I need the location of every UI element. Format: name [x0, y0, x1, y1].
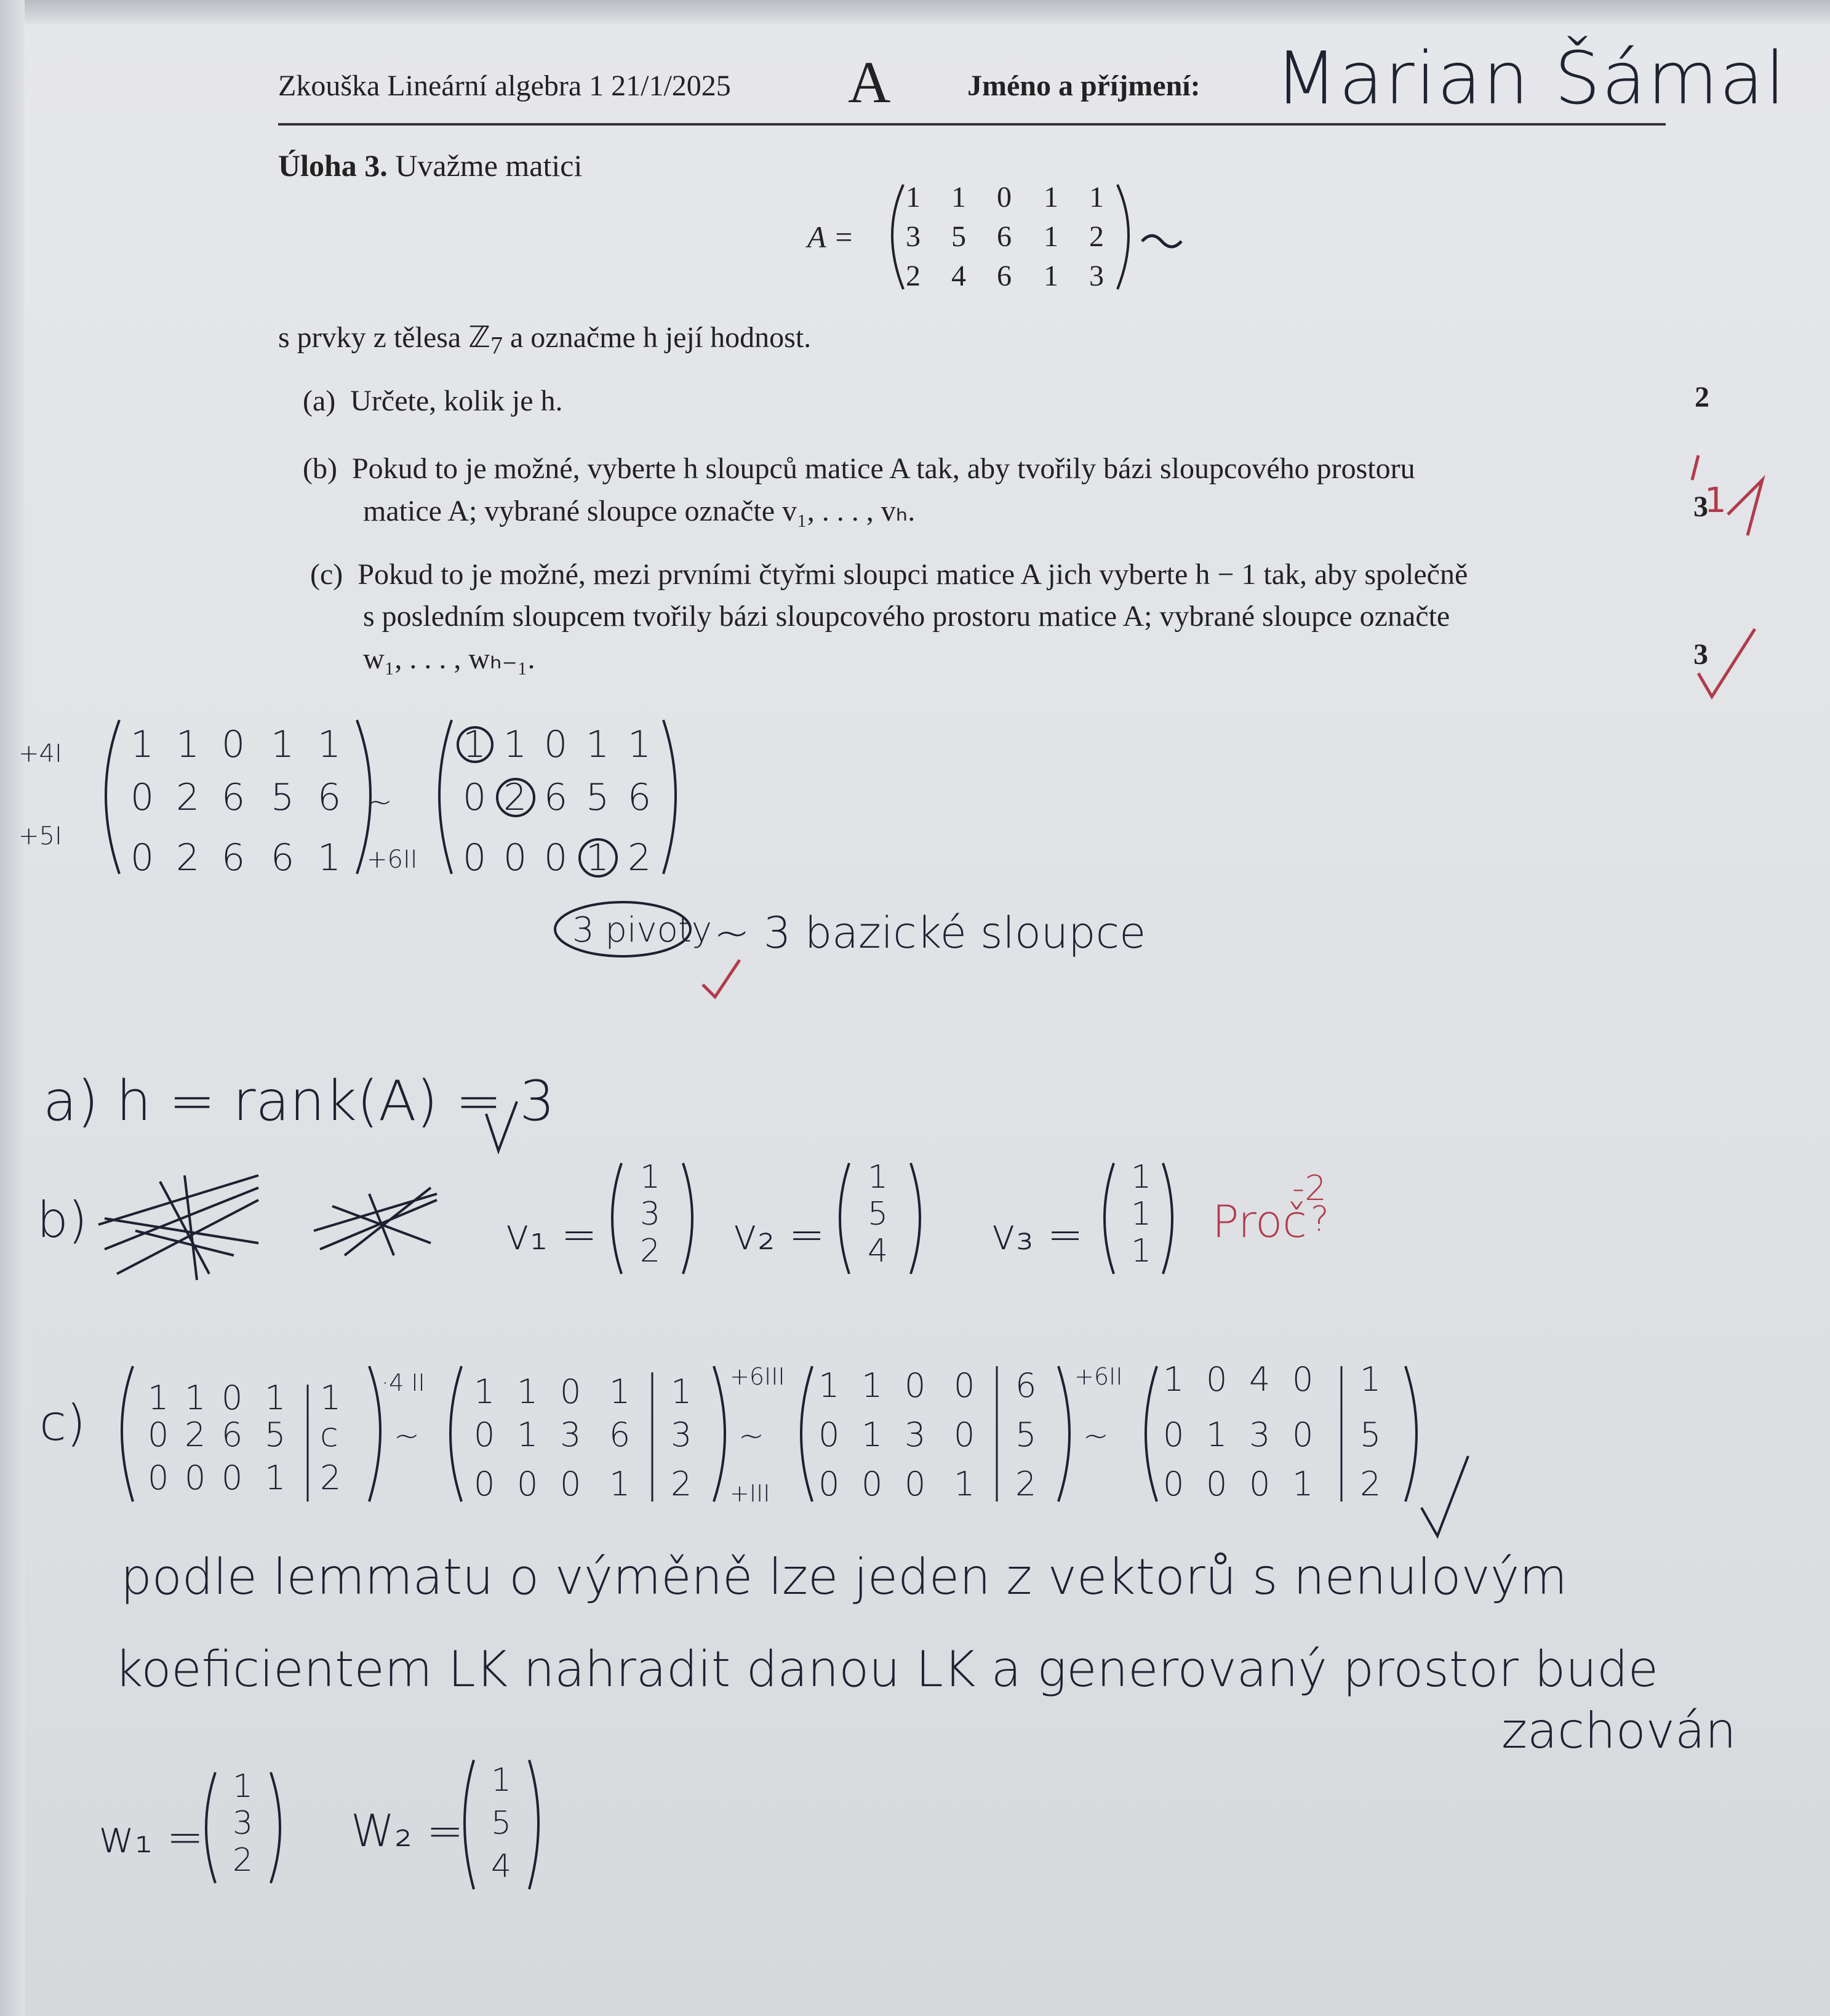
- matrix-cell: 1: [1089, 181, 1104, 214]
- handwritten-text: +4I: [18, 740, 62, 768]
- awarded-points-b: 1: [1704, 481, 1727, 521]
- handwritten-text: 1: [233, 1768, 254, 1805]
- handwritten-text: 1: [671, 1372, 692, 1411]
- points-a: 2: [1695, 381, 1709, 414]
- name-label: Jméno a příjmení:: [967, 70, 1201, 102]
- tilde-icon: [1142, 236, 1181, 247]
- handwritten-text: 1: [176, 723, 200, 766]
- handwritten-text: 2: [185, 1415, 206, 1454]
- handwritten-text: 1: [517, 1415, 538, 1454]
- handwritten-text: 1: [320, 1378, 342, 1417]
- handwritten-text: 0: [130, 776, 154, 819]
- handwritten-text: 1: [868, 1159, 889, 1196]
- handwritten-text: 0: [463, 776, 487, 819]
- exam-form-letter: A: [848, 49, 891, 115]
- matrix-cell: 1: [906, 181, 921, 214]
- handwritten-text: 4: [1249, 1360, 1271, 1399]
- handwritten-text: 5: [586, 776, 610, 819]
- handwritten-text: 1: [1131, 1196, 1152, 1233]
- handwritten-text: 0: [560, 1372, 581, 1411]
- handwritten-text: 1: [271, 723, 295, 766]
- handwritten-text: 0: [1163, 1465, 1185, 1503]
- handwritten-text: 0: [463, 836, 487, 879]
- handwritten-text: 3 pivoty: [572, 910, 713, 950]
- handwritten-text: c): [39, 1394, 86, 1452]
- answer-c: [39, 1360, 1416, 1507]
- handwritten-text: 1: [954, 1465, 975, 1503]
- matrix-cell: 1: [1044, 181, 1058, 214]
- handwritten-text: +6II: [367, 846, 418, 874]
- matrix-cell: 3: [906, 220, 921, 253]
- handwritten-text: 5: [1015, 1415, 1037, 1454]
- handwritten-text: 0: [1292, 1415, 1314, 1454]
- handwritten-text: 0: [222, 1378, 243, 1417]
- checkmark-icon: [1692, 455, 1698, 480]
- handwritten-text: Určete, kolik je h.: [350, 385, 563, 417]
- handwritten-text: 1: [1292, 1465, 1314, 1503]
- svg-text:~: ~: [738, 1418, 764, 1454]
- checkmark-icon: [1728, 480, 1762, 535]
- handwritten-text: 2: [640, 1233, 661, 1270]
- handwritten-text: 1: [265, 1458, 286, 1497]
- handwritten-text: 6: [271, 836, 295, 879]
- handwritten-text: 0: [1249, 1465, 1271, 1503]
- svg-text:~: ~: [394, 1418, 420, 1454]
- handwritten-text: 1: [586, 723, 610, 766]
- handwritten-text: 1: [474, 1372, 495, 1411]
- matrix-cell: 1: [951, 181, 966, 214]
- handwritten-text: 6: [318, 776, 342, 819]
- handwritten-text: 0: [517, 1465, 538, 1503]
- handwritten-text: 0: [148, 1415, 169, 1454]
- handwritten-text: 0: [544, 723, 568, 766]
- handwritten-text: 1: [586, 836, 610, 879]
- matrix-cell: 6: [997, 220, 1012, 253]
- handwritten-text: b): [37, 1191, 87, 1249]
- checkmark-icon: [1421, 1456, 1468, 1536]
- handwritten-text: 1: [517, 1372, 538, 1411]
- matrix-label: A =: [807, 220, 854, 254]
- points-b: 3: [1693, 490, 1708, 523]
- matrix-cell: 4: [951, 260, 966, 292]
- handwritten-text: 3: [671, 1415, 692, 1454]
- svg-text:~: ~: [367, 784, 393, 820]
- matrix-cell: 6: [997, 260, 1012, 292]
- handwritten-text: 2: [1360, 1465, 1381, 1503]
- handwritten-text: 3: [905, 1415, 926, 1454]
- handwritten-text: 0: [1163, 1415, 1185, 1454]
- checkmark-icon: [1698, 629, 1755, 697]
- answer-a: a) h = rank(A) = 3: [43, 1069, 555, 1134]
- handwritten-text: 0: [905, 1366, 926, 1405]
- handwritten-text: 0: [130, 836, 154, 879]
- handwritten-text: +6III: [730, 1363, 785, 1390]
- handwritten-text: 0: [954, 1366, 975, 1405]
- printed-matrix: [892, 181, 1129, 292]
- handwritten-text: 6: [609, 1415, 631, 1454]
- handwritten-text: 2: [176, 836, 200, 879]
- handwritten-text: 0: [222, 723, 246, 766]
- matrix-cell: 2: [906, 260, 921, 292]
- handwritten-text: 6: [222, 776, 246, 819]
- answer-w: [98, 1760, 538, 1889]
- handwritten-text: 1: [491, 1762, 512, 1799]
- handwritten-text: (a): [303, 385, 336, 417]
- task-intro: Uvažme matici: [395, 148, 583, 183]
- handwritten-text: W₂ =: [351, 1805, 464, 1857]
- handwritten-text: 3: [233, 1805, 254, 1842]
- handwritten-text: 2: [1015, 1465, 1037, 1503]
- points-c: 3: [1693, 638, 1708, 671]
- handwritten-text: 2: [176, 776, 200, 819]
- handwritten-text: 0: [148, 1458, 169, 1497]
- handwritten-text: 1: [463, 723, 487, 766]
- handwritten-text: 1: [1360, 1360, 1381, 1399]
- matrix-cell: 1: [1044, 220, 1058, 253]
- handwritten-text: w₁ =: [98, 1811, 204, 1863]
- handwritten-text: 6: [222, 836, 246, 879]
- exam-title: Zkouška Lineární algebra 1 21/1/2025: [278, 70, 731, 102]
- matrix-cell: 2: [1089, 220, 1104, 253]
- handwritten-text: 2: [671, 1465, 692, 1503]
- handwritten-text: 1: [1131, 1159, 1152, 1196]
- handwritten-text: 1: [861, 1366, 883, 1405]
- matrix-cell: 5: [951, 220, 966, 253]
- handwritten-text: +III: [730, 1480, 770, 1507]
- handwritten-text: 0: [861, 1465, 883, 1503]
- handwritten-text: 5: [265, 1415, 286, 1454]
- matrix-cell: 3: [1089, 260, 1104, 292]
- handwritten-text: 2: [320, 1458, 342, 1497]
- handwritten-text: (b): [303, 452, 337, 485]
- handwritten-text: v₂ =: [732, 1209, 825, 1260]
- handwritten-text: 1: [130, 723, 154, 766]
- handwritten-text: Pokud to je možné, mezi prvními čtyřmi sloupci matice A jich vyberte h − 1 tak, aby společně: [358, 558, 1468, 591]
- part-c-line2: s posledním sloupcem tvořily bázi sloupcového prostoru matice A; vybrané sloupce označte: [363, 600, 1450, 633]
- matrix-cell: 1: [1044, 260, 1058, 292]
- question-mark-icon: ?: [1311, 1199, 1329, 1239]
- handwritten-text: koeficientem LK nahradit danou LK a generovaný prostor bude: [114, 1641, 1658, 1698]
- handwritten-text: 0: [544, 836, 568, 879]
- explanation: [114, 1548, 1736, 1759]
- handwritten-text: 1: [818, 1366, 840, 1405]
- field-symbol: ℤ: [468, 321, 490, 354]
- handwritten-text: ~ 3 bazické sloupce: [714, 908, 1146, 958]
- handwritten-text: c: [320, 1415, 338, 1454]
- handwritten-text: 1: [503, 723, 527, 766]
- handwritten-text: 3: [560, 1415, 581, 1454]
- handwritten-text: s prvky z tělesa: [278, 321, 469, 354]
- handwritten-text: 3: [1249, 1415, 1271, 1454]
- grader-comment: Proč: [1212, 1196, 1307, 1247]
- handwritten-text: 1: [185, 1378, 206, 1417]
- handwritten-text: 1: [628, 723, 652, 766]
- handwritten-reduction-1: [18, 720, 1146, 958]
- handwritten-text: 0: [474, 1465, 495, 1503]
- handwritten-text: 0: [1206, 1360, 1228, 1399]
- handwritten-text: 1: [609, 1372, 631, 1411]
- handwritten-text: (c): [310, 558, 343, 591]
- handwritten-text: +5I: [18, 822, 62, 850]
- matrix-cell: 0: [997, 181, 1012, 214]
- answer-b: [37, 1159, 1172, 1280]
- handwritten-text: 1: [861, 1415, 883, 1454]
- handwritten-text: 0: [560, 1465, 581, 1503]
- handwritten-text: 0: [818, 1465, 840, 1503]
- handwritten-text: 1: [265, 1378, 286, 1417]
- checkmark-icon: [703, 960, 740, 997]
- handwritten-text: Pokud to je možné, vyberte h sloupců matice A tak, aby tvořily bázi sloupcového prostoru: [351, 452, 1415, 485]
- part-c-line3: w₁, . . . , wₕ₋₁.: [363, 642, 535, 675]
- handwritten-text: 4: [868, 1233, 889, 1270]
- handwritten-text: a označme h její hodnost.: [502, 321, 812, 354]
- handwritten-text: 0: [185, 1458, 206, 1497]
- handwritten-text: 2: [628, 836, 652, 879]
- handwritten-text: 4: [491, 1848, 512, 1885]
- part-b-line2: matice A; vybrané sloupce označte v₁, . . . , vₕ.: [363, 495, 916, 527]
- handwritten-text: 0: [954, 1415, 975, 1454]
- handwritten-text: 6: [222, 1415, 243, 1454]
- handwritten-text: 6: [1015, 1366, 1037, 1405]
- handwritten-text: 0: [1206, 1465, 1228, 1503]
- handwritten-text: +6II: [1074, 1363, 1123, 1390]
- handwritten-text: 0: [222, 1458, 243, 1497]
- handwritten-text: 1: [148, 1378, 169, 1417]
- handwritten-text: 1: [1163, 1360, 1185, 1399]
- handwritten-text: 1: [318, 836, 342, 879]
- handwritten-text: 0: [905, 1465, 926, 1503]
- svg-text:~: ~: [1083, 1418, 1109, 1454]
- handwritten-name: Marian Šámal: [1275, 36, 1787, 121]
- handwritten-text: 1: [609, 1465, 631, 1503]
- handwritten-text: 0: [1292, 1360, 1314, 1399]
- handwritten-text: 0: [818, 1415, 840, 1454]
- handwritten-text: 6: [628, 776, 652, 819]
- handwritten-text: 0: [474, 1415, 495, 1454]
- handwritten-text: 5: [491, 1805, 512, 1842]
- task-number: Úloha 3.: [278, 148, 388, 183]
- handwritten-text: 5: [1360, 1415, 1381, 1454]
- field-subscript: 7: [490, 331, 503, 359]
- handwritten-text: 6: [544, 776, 568, 819]
- handwritten-text: 5: [271, 776, 295, 819]
- handwritten-text: v₁ =: [505, 1209, 597, 1260]
- handwritten-text: 1: [640, 1159, 661, 1196]
- handwritten-text: 2: [503, 776, 527, 819]
- handwritten-text: 0: [503, 836, 527, 879]
- handwritten-text: 1: [1131, 1233, 1152, 1270]
- handwritten-text: 1: [318, 723, 342, 766]
- handwritten-text: ·4 II: [382, 1369, 425, 1396]
- scribble: [98, 1175, 437, 1280]
- handwritten-text: v₃ =: [991, 1209, 1084, 1260]
- handwritten-text: 5: [868, 1196, 889, 1233]
- handwritten-text: 1: [1206, 1415, 1228, 1454]
- handwritten-text: podle lemmatu o výměně lze jeden z vektorů s nenulovým: [121, 1548, 1568, 1606]
- handwritten-text: 3: [640, 1196, 661, 1233]
- handwritten-text: zachován: [1501, 1702, 1736, 1759]
- handwritten-text: 2: [233, 1842, 254, 1879]
- grader-deduction: -2: [1292, 1169, 1327, 1209]
